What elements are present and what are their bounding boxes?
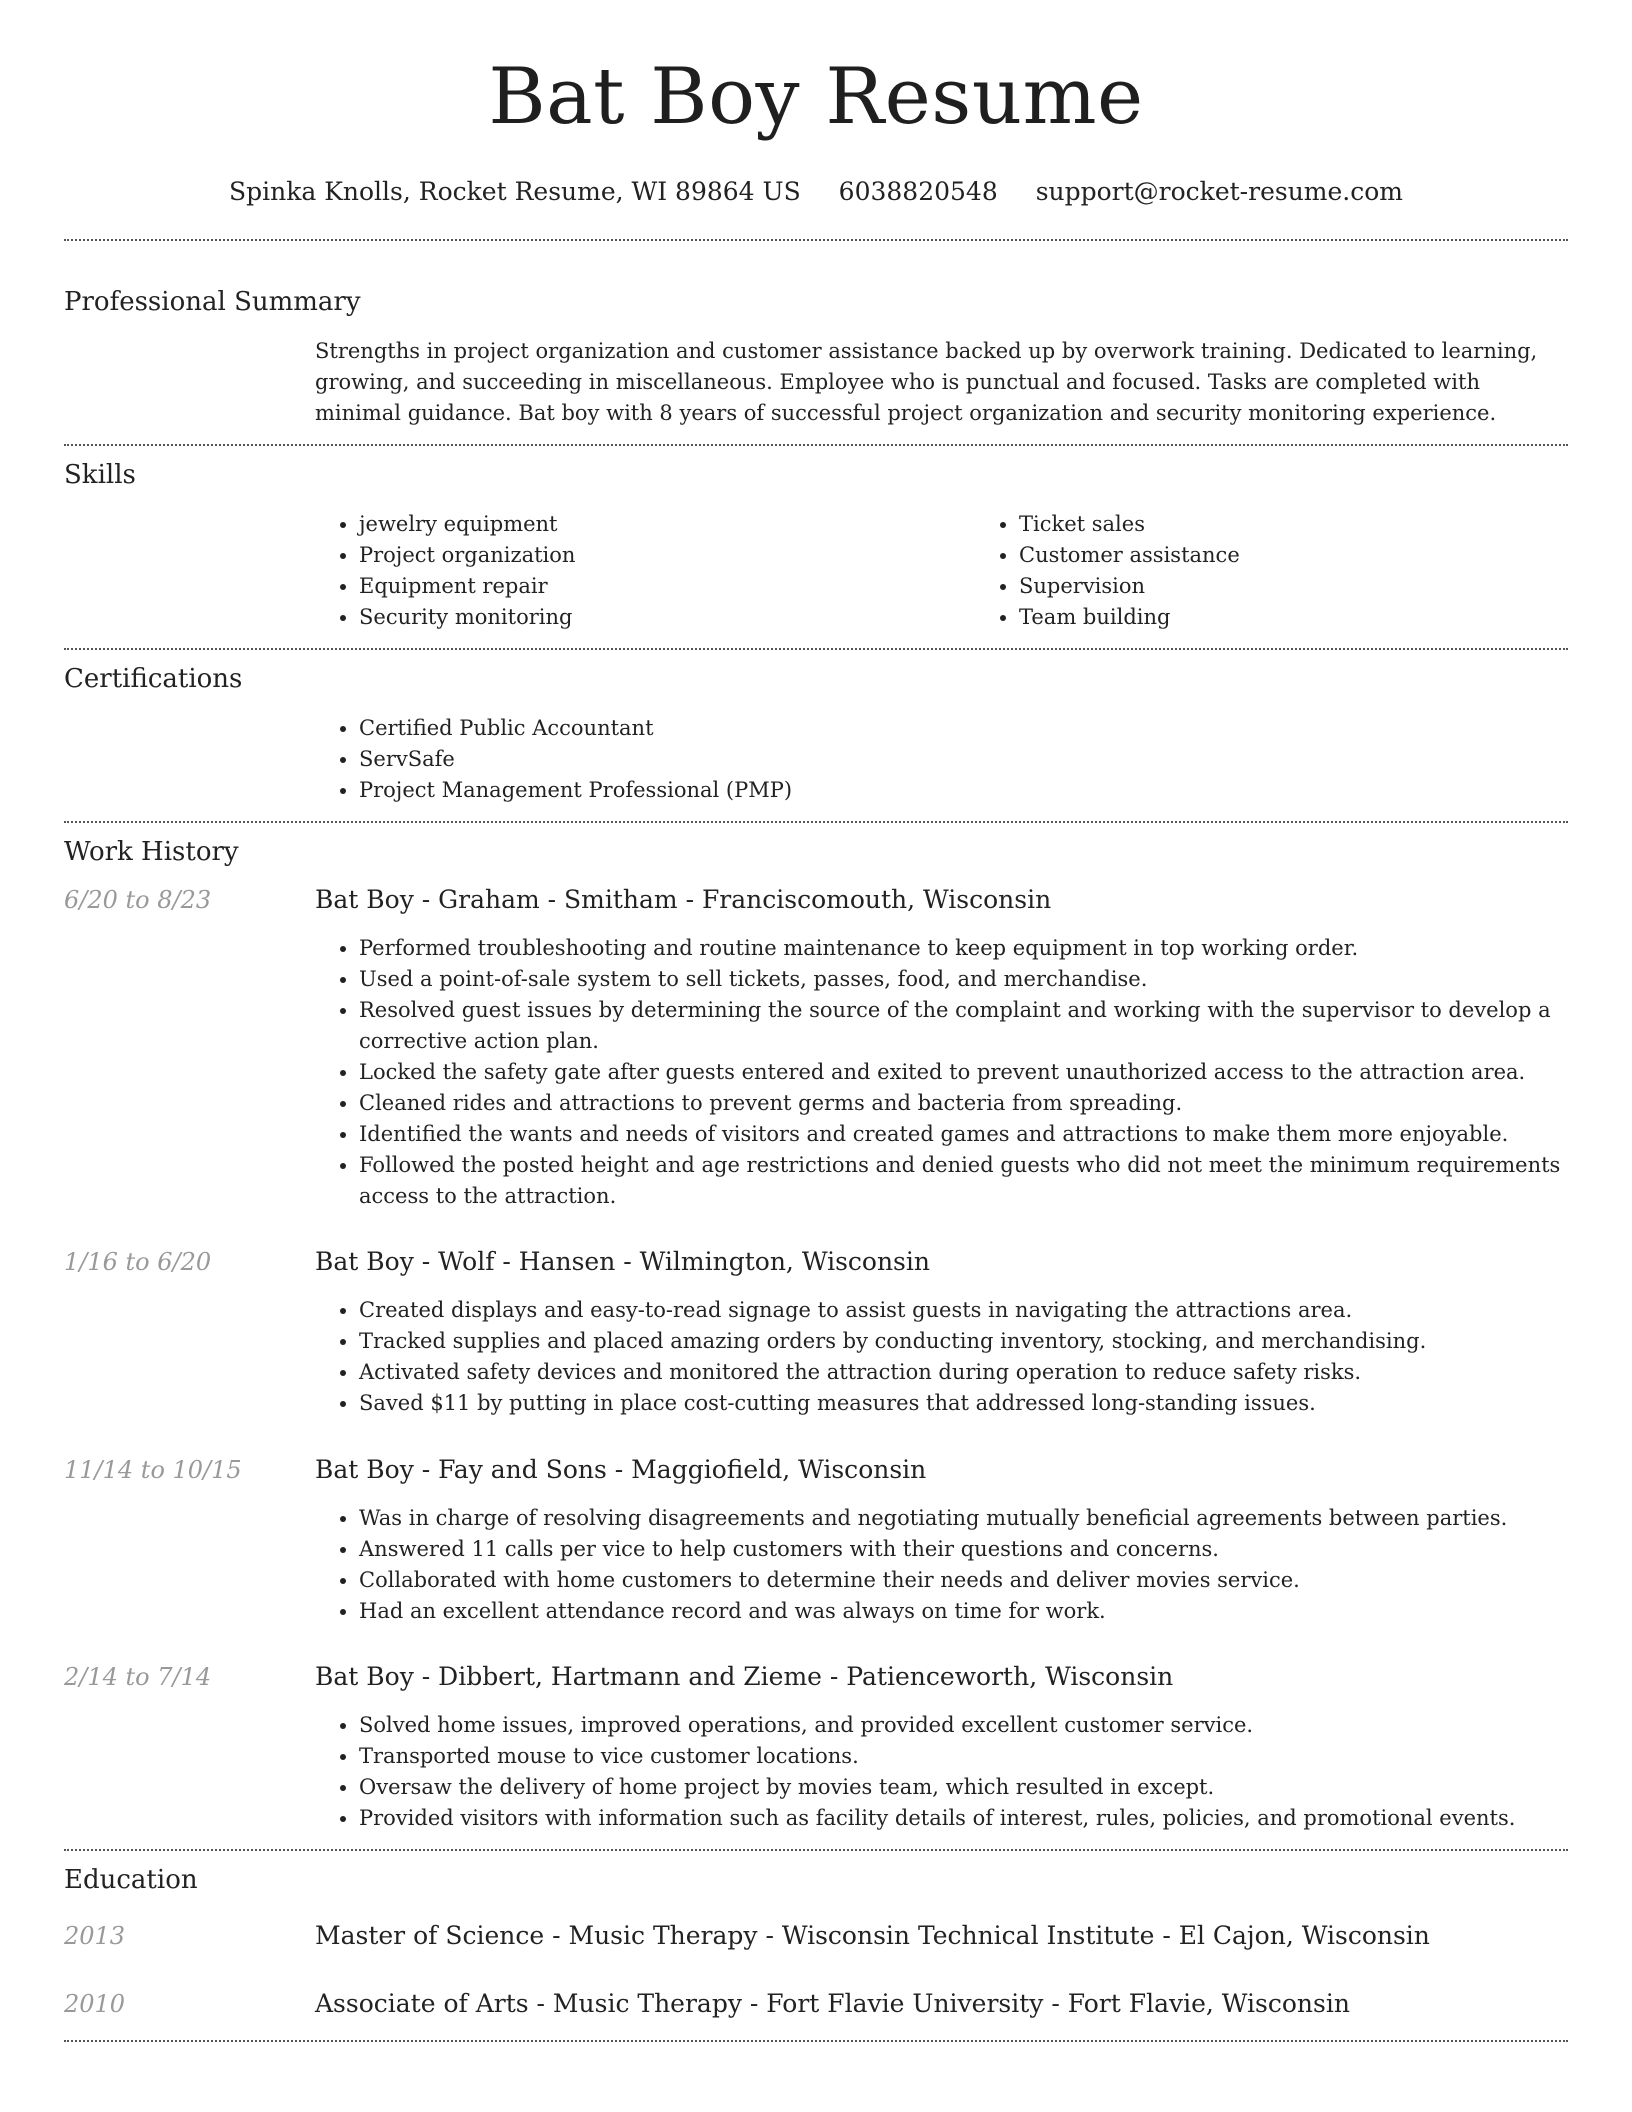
section-title-education: Education [64,1865,198,1895]
job-dates: 1/16 to 6/20 [64,1248,212,1276]
education-year: 2010 [64,1990,126,2018]
list-item: • Created displays and easy-to-read signage to assist guests in navigating the attractions area. [359,1295,1568,1326]
list-item: • Answered 11 calls per vice to help customers with their questions and concerns. [359,1534,1568,1565]
contact-phone: 6038820548 [838,177,998,206]
list-item: • Transported mouse to vice customer locations. [359,1741,1568,1772]
job-title: Bat Boy - Wolf - Hansen - Wilmington, Wisconsin [315,1247,930,1276]
list-item: • Equipment repair [359,571,975,602]
job-dates: 2/14 to 7/14 [64,1663,212,1691]
list-item: • Customer assistance [1019,540,1632,571]
list-item: • Used a point-of-sale system to sell tickets, passes, food, and merchandise. [359,964,1568,995]
list-item: • Project organization [359,540,975,571]
list-item: • Solved home issues, improved operations, and provided excellent customer service. [359,1710,1568,1741]
job-dates: 6/20 to 8/23 [64,886,212,914]
education-year: 2013 [64,1922,126,1950]
list-item: • Ticket sales [1019,509,1632,540]
list-item: • Provided visitors with information such as facility details of interest, rules, policies, and promotional events. [359,1803,1568,1834]
job-title: Bat Boy - Dibbert, Hartmann and Zieme - Patienceworth, Wisconsin [315,1662,1174,1691]
job-dates: 11/14 to 10/15 [64,1456,242,1484]
job-bullets [315,1503,1568,1627]
list-item: • Was in charge of resolving disagreements and negotiating mutually beneficial agreements between parties. [359,1503,1568,1534]
summary-left-spacer [64,336,315,429]
section-title-summary: Professional Summary [64,287,361,317]
contact-email: support@rocket-resume.com [1035,177,1403,206]
job-entry [64,1454,1568,1627]
list-item: • ServSafe [359,744,1568,775]
education-section [64,1851,1568,2020]
list-item: • Resolved guest issues by determining the source of the complaint and working with the supervisor to develop a corrective action plan. [359,995,1568,1057]
skills-list-left [315,509,975,633]
list-item: • Saved $11 by putting in place cost-cutting measures that addressed long-standing issues. [359,1388,1568,1419]
education-degree: Associate of Arts - Music Therapy - Fort Flavie University - Fort Flavie, Wisconsin [315,1989,1350,2018]
certifications-list [315,713,1568,806]
contact-line [64,174,1568,210]
job-entry [64,884,1568,1212]
list-item: • Oversaw the delivery of home project by movies team, which resulted in except. [359,1772,1568,1803]
skills-section [64,446,1568,633]
job-bullets [315,933,1568,1212]
list-item: • Supervision [1019,571,1632,602]
list-item: • Identified the wants and needs of visitors and created games and attractions to make them more enjoyable. [359,1119,1568,1150]
job-title: Bat Boy - Graham - Smitham - Franciscomouth, Wisconsin [315,885,1052,914]
education-degree: Master of Science - Music Therapy - Wisconsin Technical Institute - El Cajon, Wisconsin [315,1921,1430,1950]
job-title: Bat Boy - Fay and Sons - Maggiofield, Wisconsin [315,1455,927,1484]
education-entry [64,1920,1568,1952]
list-item: • Security monitoring [359,602,975,633]
list-item: • Had an excellent attendance record and was always on time for work. [359,1596,1568,1627]
section-divider [64,2040,1568,2042]
job-bullets [315,1295,1568,1419]
job-bullets [315,1710,1568,1834]
skills-left-spacer [64,509,315,633]
list-item: • Locked the safety gate after guests entered and exited to prevent unauthorized access to the attraction area. [359,1057,1568,1088]
job-entry [64,1661,1568,1834]
certifications-left-spacer [64,713,315,806]
list-item: • Tracked supplies and placed amazing orders by conducting inventory, stocking, and merchandising. [359,1326,1568,1357]
skills-list-right [975,509,1632,633]
list-item: • Performed troubleshooting and routine maintenance to keep equipment in top working order. [359,933,1568,964]
list-item: • Activated safety devices and monitored the attraction during operation to reduce safety risks. [359,1357,1568,1388]
page-title: Bat Boy Resume [488,52,1144,142]
list-item: • Followed the posted height and age restrictions and denied guests who did not meet the minimum requirements access to the attraction. [359,1150,1568,1212]
list-item: • Project Management Professional (PMP) [359,775,1568,806]
summary-text: Strengths in project organization and customer assistance backed up by overwork training. Dedicated to learning, growing, and succeeding in miscellaneous. Employee who is punctual and focused. Tasks are completed with minimal guidance. Bat boy with 8 years of successful project organization and security monitoring experience. [315,339,1538,425]
list-item: • Team building [1019,602,1632,633]
work-section [64,823,1568,1834]
contact-address: Spinka Knolls, Rocket Resume, WI 89864 US [229,177,801,206]
list-item: • Cleaned rides and attractions to prevent germs and bacteria from spreading. [359,1088,1568,1119]
section-title-certifications: Certifications [64,664,243,694]
job-entry [64,1246,1568,1419]
education-entry [64,1988,1568,2020]
section-title-skills: Skills [64,460,136,490]
list-item: • jewelry equipment [359,509,975,540]
list-item: • Collaborated with home customers to determine their needs and deliver movies service. [359,1565,1568,1596]
list-item: • Certified Public Accountant [359,713,1568,744]
section-title-work: Work History [64,837,239,867]
summary-section [64,241,1568,429]
certifications-section [64,650,1568,806]
